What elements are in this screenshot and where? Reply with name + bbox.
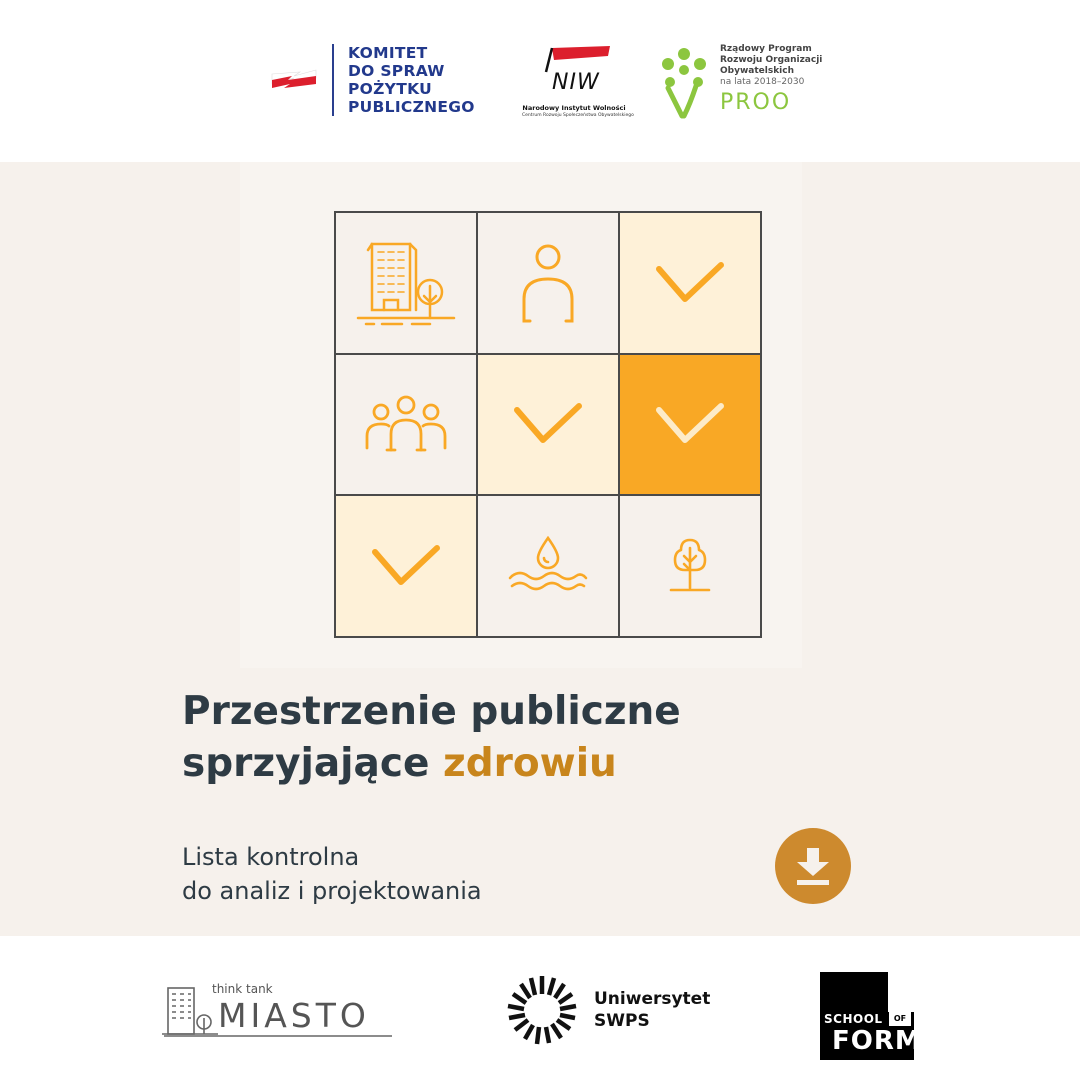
- ttm-underline: [160, 1032, 396, 1040]
- subtitle-line: Lista kontrolna: [182, 843, 360, 871]
- sof-white-block: [888, 972, 914, 1012]
- check-icon: [655, 400, 725, 448]
- proo-line: Rządowy Program: [720, 44, 812, 54]
- kpp-line: PUBLICZNEGO: [348, 98, 475, 116]
- kpp-line: POŻYTKU: [348, 80, 432, 98]
- subtitle-line: do analiz i projektowania: [182, 877, 482, 905]
- download-button[interactable]: [775, 828, 851, 904]
- grid-cell-person: [477, 212, 619, 354]
- person-icon: [518, 241, 578, 325]
- sof-form-text: FORM: [832, 1026, 922, 1056]
- kpp-logo: [270, 44, 500, 120]
- kpp-name: [348, 44, 475, 116]
- proo-line: Obywatelskich: [720, 66, 795, 76]
- proo-line: Rozwoju Organizacji: [720, 55, 823, 65]
- swps-line: Uniwersytet: [594, 989, 711, 1009]
- swps-burst-icon: [504, 972, 580, 1048]
- grid-cell-water: [477, 495, 619, 637]
- kpp-divider: [332, 44, 334, 116]
- building-tree-icon: [356, 238, 456, 328]
- title-line: Przestrzenie publiczne: [182, 689, 681, 734]
- kpp-line: DO SPRAW: [348, 62, 445, 80]
- proo-logo: [656, 44, 823, 120]
- think-tank-miasto-logo: [160, 982, 396, 1040]
- checklist-grid: [334, 211, 762, 638]
- water-drop-icon: [508, 536, 588, 596]
- niw-letters: NIW: [552, 70, 600, 95]
- grid-cell-tree: [619, 495, 761, 637]
- page-title: [182, 686, 681, 790]
- ttm-small-text: think tank: [212, 982, 273, 996]
- proo-years: na lata 2018–2030: [720, 77, 805, 87]
- title-accent: zdrowiu: [443, 741, 617, 786]
- kpp-line: KOMITET: [348, 44, 428, 62]
- sof-school-text: SCHOOL: [824, 1012, 883, 1026]
- school-of-form-logo: [820, 972, 922, 1060]
- check-icon: [513, 400, 583, 448]
- swps-name: [594, 988, 710, 1032]
- grid-cell-group: [335, 354, 477, 496]
- grid-cell-check-highlighted: [619, 354, 761, 496]
- tree-icon: [665, 536, 715, 596]
- partner-logos-header: [0, 0, 1080, 162]
- check-icon: [655, 259, 725, 307]
- grid-cell-check: [477, 354, 619, 496]
- proo-word: PROO: [720, 90, 792, 115]
- group-icon: [361, 394, 451, 454]
- download-icon: [793, 844, 833, 888]
- subtitle: [182, 840, 482, 908]
- proo-text: [720, 44, 822, 88]
- niw-name: Narodowy Instytut Wolności: [522, 104, 626, 112]
- proo-flower-icon: [656, 44, 712, 120]
- niw-subname: Centrum Rozwoju Społeczeństwa Obywatelskiego: [522, 113, 634, 118]
- sof-of-text: OF: [889, 1012, 911, 1026]
- niw-logo: [522, 44, 634, 120]
- check-icon: [371, 542, 441, 590]
- grid-cell-check: [619, 212, 761, 354]
- polish-flag-icon: [270, 66, 318, 90]
- grid-cell-building: [335, 212, 477, 354]
- title-plain: sprzyjające: [182, 741, 444, 786]
- title-line: [182, 738, 681, 790]
- ttm-big-text: MIASTO: [218, 996, 370, 1035]
- grid-cell-check: [335, 495, 477, 637]
- swps-logo: [504, 972, 734, 1048]
- swps-line: SWPS: [594, 1011, 650, 1031]
